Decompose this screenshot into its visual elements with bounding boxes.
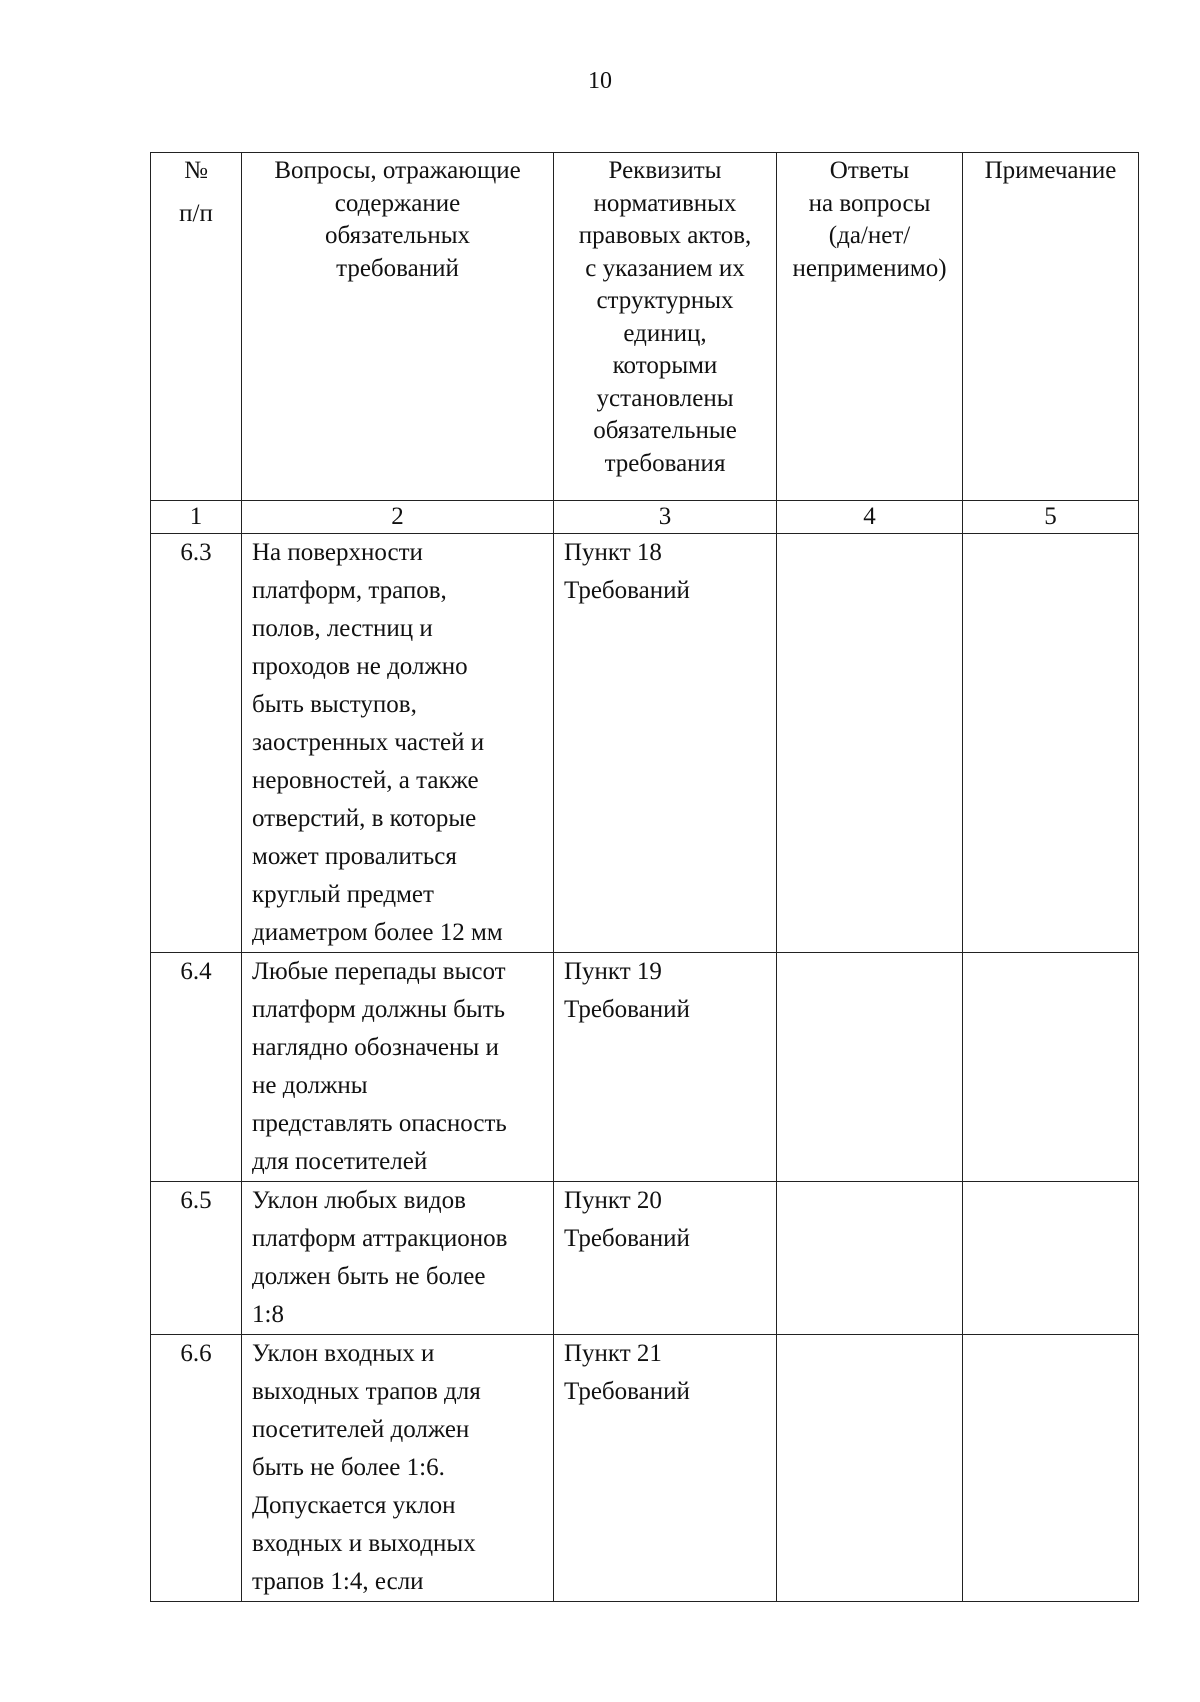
header-references-line: единиц, — [623, 319, 707, 347]
row-number: 6.5 — [151, 1182, 242, 1335]
row-answer-cell[interactable] — [777, 1335, 963, 1602]
row-reference — [554, 1182, 777, 1335]
question-line: платформ аттракционов — [252, 1225, 508, 1252]
header-answers — [777, 153, 963, 501]
row-answer-cell[interactable] — [777, 953, 963, 1182]
reference-line: Требований — [564, 577, 690, 604]
reference-line: Требований — [564, 996, 690, 1023]
header-number — [151, 153, 242, 501]
row-note-cell[interactable] — [963, 1182, 1139, 1335]
header-references-line: установлены — [596, 384, 734, 412]
reference-line: Пункт 21 — [564, 1340, 662, 1367]
column-number-row — [151, 501, 1139, 534]
question-line: не должны — [252, 1072, 368, 1099]
reference-line: Требований — [564, 1378, 690, 1405]
header-references-line: Реквизиты — [608, 157, 722, 184]
header-number-line: № — [184, 157, 208, 184]
row-note-cell[interactable] — [963, 953, 1139, 1182]
header-number-line: п/п — [179, 199, 213, 227]
header-answers-line: на вопросы — [808, 189, 931, 217]
question-line: круглый предмет — [252, 881, 434, 908]
column-number: 1 — [151, 501, 242, 534]
header-references-line: правовых актов, — [578, 222, 752, 249]
column-number: 5 — [963, 501, 1139, 534]
column-number: 2 — [242, 501, 554, 534]
column-number: 3 — [554, 501, 777, 534]
row-reference — [554, 1335, 777, 1602]
header-questions-line: Вопросы, отражающие — [274, 157, 521, 184]
question-line: наглядно обозначены и — [252, 1034, 499, 1061]
row-question — [242, 534, 554, 953]
row-number: 6.4 — [151, 953, 242, 1182]
question-line: 1:8 — [252, 1301, 284, 1328]
row-number: 6.3 — [151, 534, 242, 953]
question-line: неровностей, а также — [252, 767, 479, 794]
reference-line: Пункт 18 — [564, 539, 662, 566]
question-line: отверстий, в которые — [252, 805, 477, 832]
question-line: выходных трапов для — [252, 1378, 481, 1405]
question-line: посетителей должен — [252, 1416, 470, 1443]
row-question — [242, 953, 554, 1182]
reference-line: Пункт 20 — [564, 1187, 662, 1214]
header-references-line: нормативных — [593, 189, 737, 217]
header-note — [963, 153, 1139, 501]
row-question — [242, 1335, 554, 1602]
row-reference — [554, 953, 777, 1182]
question-line: представлять опасность — [252, 1110, 507, 1137]
reference-line: Требований — [564, 1225, 690, 1252]
header-note-line: Примечание — [984, 157, 1117, 184]
question-line: быть выступов, — [252, 691, 417, 718]
question-line: должен быть не более — [252, 1263, 486, 1290]
header-answers-line: Ответы — [829, 157, 910, 184]
question-line: быть не более 1:6. — [252, 1454, 445, 1481]
row-answer-cell[interactable] — [777, 534, 963, 953]
header-answers-line: неприменимо) — [792, 254, 947, 282]
question-line: платформ должны быть — [252, 996, 506, 1023]
reference-line: Пункт 19 — [564, 958, 662, 985]
question-line: полов, лестниц и — [252, 615, 433, 642]
question-line: На поверхности — [252, 539, 423, 566]
table-row — [151, 953, 1139, 1182]
question-line: Допускается уклон — [252, 1492, 456, 1519]
page-number: 10 — [588, 68, 612, 94]
question-line: диаметром более 12 мм — [252, 919, 503, 946]
table-row — [151, 1182, 1139, 1335]
question-line: может провалиться — [252, 843, 457, 870]
header-references-line: требования — [604, 449, 726, 477]
header-references-line: которыми — [612, 352, 718, 379]
header-questions-line: содержание — [334, 189, 461, 217]
question-line: заостренных частей и — [252, 729, 485, 756]
row-answer-cell[interactable] — [777, 1182, 963, 1335]
row-number: 6.6 — [151, 1335, 242, 1602]
question-line: входных и выходных — [252, 1530, 476, 1557]
table-header-row — [151, 153, 1139, 501]
table-row — [151, 1335, 1139, 1602]
question-line: трапов 1:4, если — [252, 1568, 424, 1595]
header-references-line: структурных — [596, 287, 734, 314]
question-line: Любые перепады высот — [252, 958, 506, 985]
header-legal-references — [554, 153, 777, 501]
header-references-line: с указанием их — [585, 254, 745, 282]
table-row — [151, 534, 1139, 953]
question-line: платформ, трапов, — [252, 577, 447, 604]
header-questions-line: обязательных — [325, 222, 470, 249]
row-reference — [554, 534, 777, 953]
header-references-line: обязательные — [593, 417, 737, 444]
question-line: Уклон входных и — [252, 1340, 435, 1367]
header-questions — [242, 153, 554, 501]
row-note-cell[interactable] — [963, 1335, 1139, 1602]
column-number: 4 — [777, 501, 963, 534]
question-line: проходов не должно — [252, 653, 468, 680]
question-line: Уклон любых видов — [252, 1187, 466, 1214]
header-questions-line: требований — [336, 254, 459, 282]
question-line: для посетителей — [252, 1148, 428, 1175]
header-answers-line: (да/нет/ — [828, 222, 911, 249]
row-question — [242, 1182, 554, 1335]
requirements-checklist-table — [150, 152, 1139, 1602]
row-note-cell[interactable] — [963, 534, 1139, 953]
